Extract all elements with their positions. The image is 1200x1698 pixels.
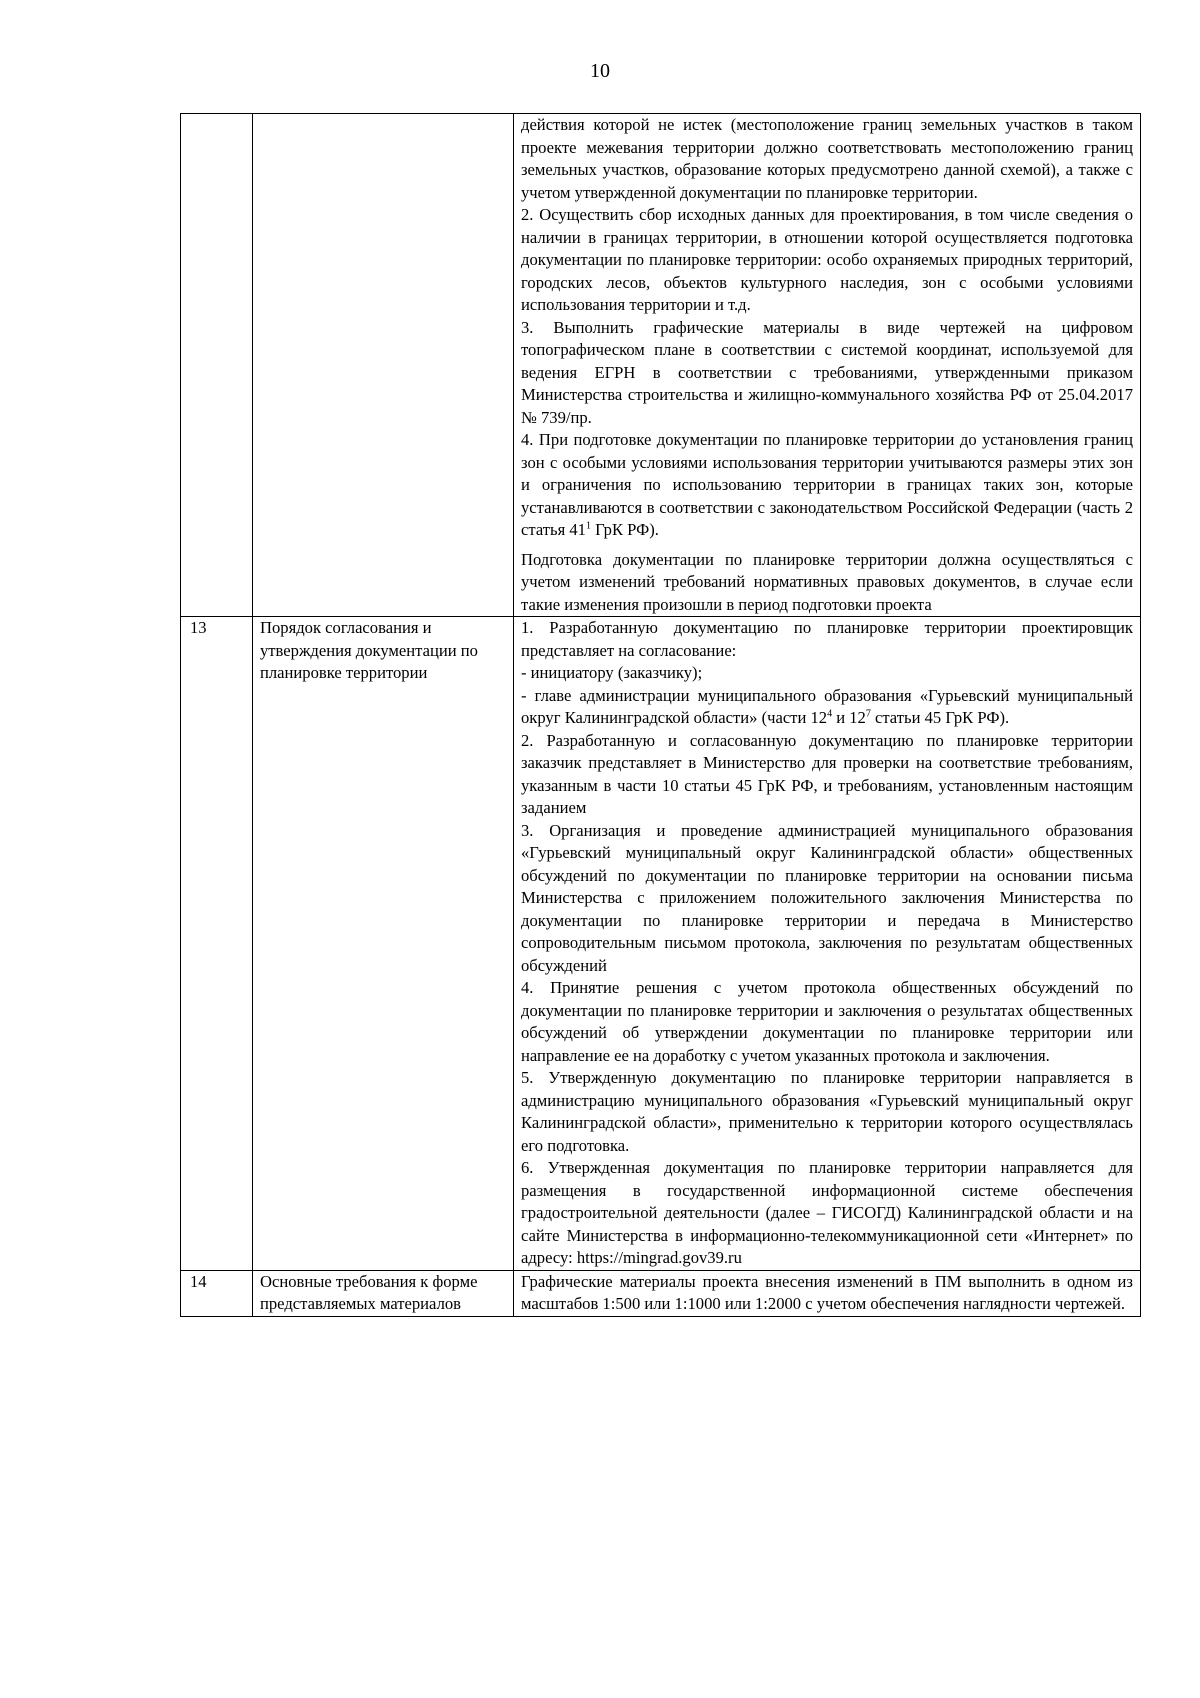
- content-paragraph: 4. Принятие решения с учетом протокола общественных обсуждений по документации по планировке территории и заключения о результатах общественных обсуждений об утверждении документации по планировке территории или направление ее на доработку с учетом указанных протокола и заключения.: [521, 978, 1133, 1065]
- content-paragraph: 3. Организация и проведение администрацией муниципального образования «Гурьевский муниципальный округ Калининградской области» общественных обсуждений по документации по планировке территории на основании письма Министерства с приложением положительного заключения Министерства по документации по планировке территории и передача в Министерство сопроводительным письмом протокола, заключения по результатам общественных обсуждений: [521, 820, 1133, 975]
- row-number: 13: [181, 617, 253, 1271]
- superscript: 7: [865, 708, 871, 720]
- row-content: [514, 617, 1141, 1271]
- content-paragraph: 3. Выполнить графические материалы в виде чертежей на цифровом топографическом плане в соответствии с системой координат, используемой для ведения ЕГРН в соответствии с требованиями, утвержденными приказом Министерства строительства и жилищно-коммунального хозяйства РФ от 25.04.2017 № 739/пр.: [521, 317, 1133, 427]
- row-content: [514, 114, 1141, 617]
- content-paragraph: Графические материалы проекта внесения изменений в ПМ выполнить в одном из масштабов 1:500 или 1:1000 или 1:2000 с учетом обеспечения наглядности чертежей.: [521, 1271, 1133, 1313]
- row-number: 14: [181, 1270, 253, 1316]
- row-number: [181, 114, 253, 617]
- page-number: 10: [590, 60, 610, 82]
- content-paragraph: 1. Разработанную документацию по планировке территории проектировщик представляет на согласование:: [521, 618, 1133, 660]
- content-paragraph: Подготовка документации по планировке территории должна осуществляться с учетом изменений требований нормативных правовых документов, в случае если такие изменения произошли в период подготовки проекта: [521, 549, 1133, 614]
- content-paragraph: - инициатору (заказчику);: [521, 663, 703, 682]
- superscript: 1: [585, 520, 591, 532]
- table-row: [181, 114, 1141, 617]
- content-paragraph: 6. Утвержденная документация по планировке территории направляется для размещения в государственной информационной системе обеспечения градостроительной деятельности (далее – ГИСОГД) Калининградской области и на сайте Министерства в информационно-телекоммуникационной сети «Интернет» по адресу: https://mingrad.gov39.ru: [521, 1158, 1133, 1267]
- content-paragraph: 4. При подготовке документации по планировке территории до установления границ зон с особыми условиями использования территории учитываются размеры этих зон и ограничения по использованию территории в границах таких зон, которые устанавливаются в соответствии с законодательством Российской Федерации (часть 2 статья $41^1$ ГрК РФ).: [521, 430, 1133, 539]
- table-row: [181, 1270, 1141, 1316]
- content-paragraph: 2. Разработанную и согласованную документацию по планировке территории заказчик представляет в Министерство для проверки на соответствие требованиям, указанным в части 10 статьи 45 ГрК РФ, и требованиям, установленным настоящим заданием: [521, 730, 1133, 817]
- row-content: [514, 1270, 1141, 1316]
- content-paragraph: 2. Осуществить сбор исходных данных для проектирования, в том числе сведения о наличии в границах территории, в отношении которой осуществляется подготовка документации по планировке территории: особо охраняемых природных территорий, городских лесов, объектов культурного наследия, зон с особыми условиями использования территории и т.д.: [521, 205, 1133, 314]
- content-paragraph: действия которой не истек (местоположение границ земельных участков в таком проекте межевания территории должно соответствовать местоположению границ земельных участков, образование которых предусмотрено данной схемой), а также с учетом утвержденной документации по планировке территории.: [521, 115, 1133, 202]
- table-row: [181, 617, 1141, 1271]
- row-name: [253, 114, 514, 617]
- row-name: Порядок согласования и утверждения документации по планировке территории: [253, 617, 514, 1271]
- row-name: Основные требования к форме представляемых материалов: [253, 1270, 514, 1316]
- requirements-table: [180, 113, 1141, 1317]
- content-paragraph: 5. Утвержденную документацию по планировке территории направляется в администрацию муниципального образования «Гурьевский муниципальный округ Калининградской области», применительно к территории которого осуществлялась его подготовка.: [521, 1068, 1133, 1155]
- content-paragraph: - главе администрации муниципального образования «Гурьевский муниципальный округ Калининградской области» (части $12^4$ и $12^7$ статьи 45 ГрК РФ).: [521, 685, 1133, 727]
- superscript: 4: [827, 708, 833, 720]
